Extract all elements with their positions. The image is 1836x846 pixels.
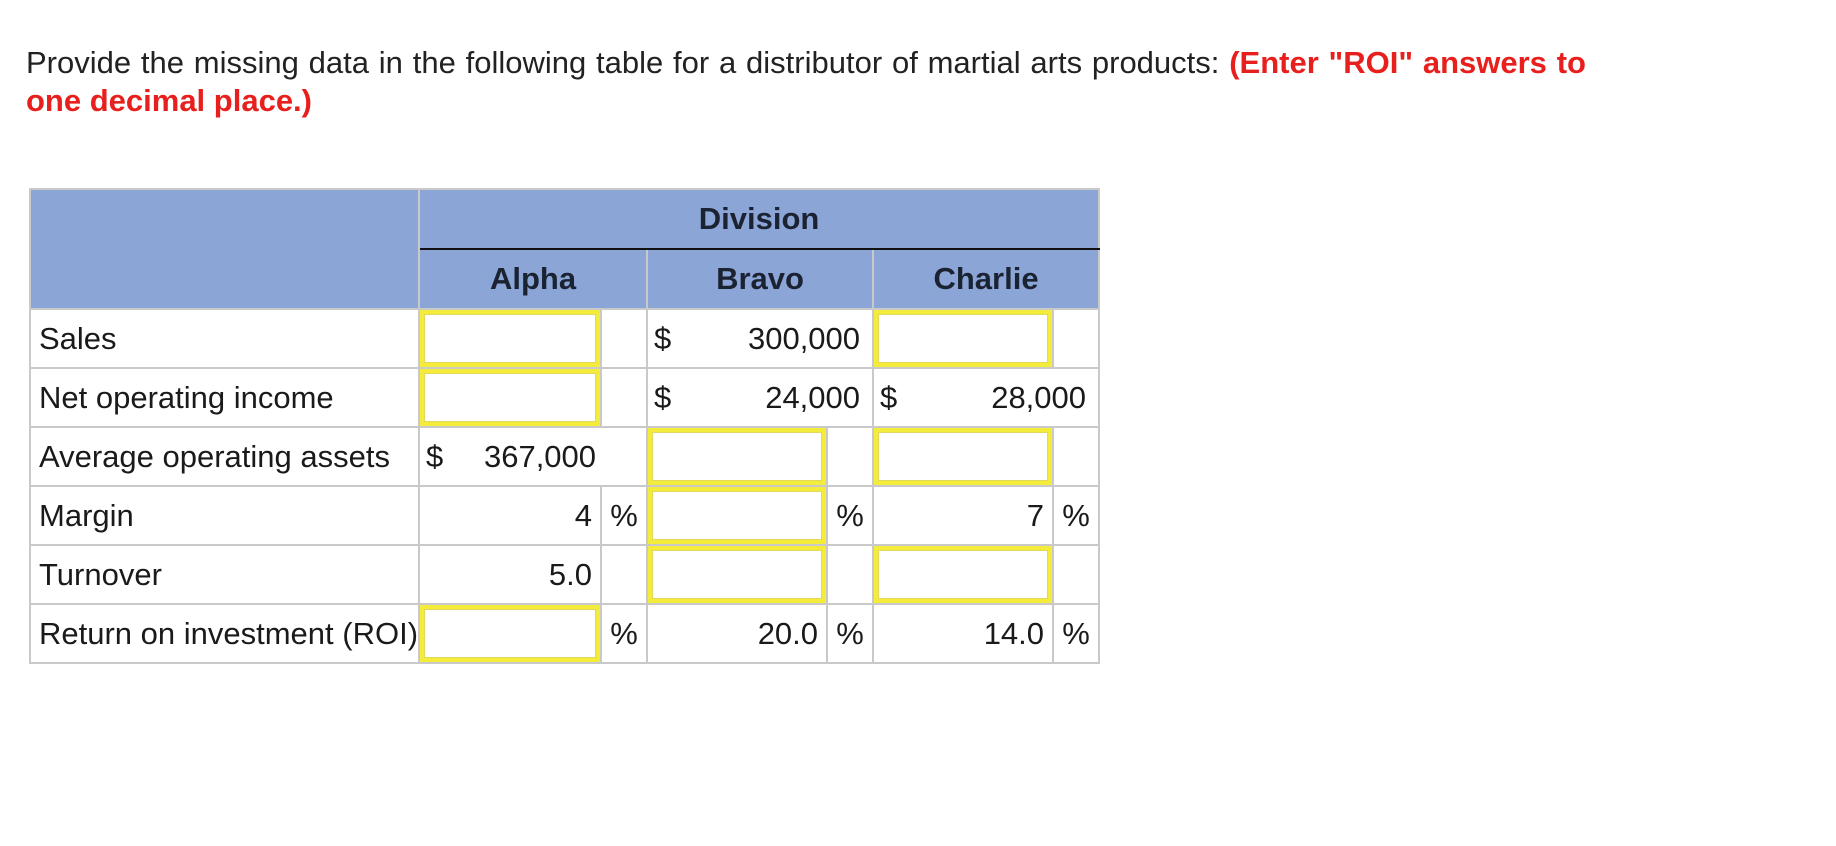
header-corner <box>30 189 419 309</box>
alpha-turnover-value: 5.0 <box>419 545 601 604</box>
bravo-noi-value: 24,000 <box>765 379 861 415</box>
bravo-margin-input[interactable] <box>648 487 826 544</box>
alpha-turnover-unit <box>601 545 647 604</box>
alpha-sales-cell <box>419 309 601 368</box>
bravo-margin-unit: % <box>827 486 873 545</box>
alpha-noi-unit <box>601 368 647 427</box>
alpha-assets-value: 367,000 <box>483 438 597 474</box>
row-net-operating-income <box>30 368 1099 427</box>
bravo-turnover-unit <box>827 545 873 604</box>
header-row-division <box>30 189 1099 249</box>
charlie-noi-value: 28,000 <box>991 379 1087 415</box>
alpha-assets-currency: $ <box>426 438 444 474</box>
row-average-operating-assets <box>30 427 1099 486</box>
row-label-net-operating-income: Net operating income <box>30 368 419 427</box>
charlie-turnover-input[interactable] <box>874 546 1052 603</box>
bravo-assets-cell <box>647 427 827 486</box>
alpha-margin-value: 4 <box>419 486 601 545</box>
row-sales <box>30 309 1099 368</box>
charlie-noi-currency: $ <box>880 379 898 415</box>
alpha-margin-unit: % <box>601 486 647 545</box>
charlie-sales-cell <box>873 309 1053 368</box>
bravo-roi-unit: % <box>827 604 873 663</box>
charlie-roi-unit: % <box>1053 604 1099 663</box>
row-label-margin: Margin <box>30 486 419 545</box>
charlie-margin-value: 7 <box>873 486 1053 545</box>
row-roi <box>30 604 1099 663</box>
column-header-charlie: Charlie <box>873 249 1099 309</box>
bravo-assets-input[interactable] <box>648 428 826 485</box>
charlie-assets-cell <box>873 427 1053 486</box>
bravo-assets-unit <box>827 427 873 486</box>
row-label-average-operating-assets: Average operating assets <box>30 427 419 486</box>
alpha-roi-unit: % <box>601 604 647 663</box>
charlie-noi-cell <box>873 368 1099 427</box>
bravo-noi-currency: $ <box>654 379 672 415</box>
alpha-noi-input[interactable] <box>420 369 600 426</box>
bravo-margin-cell <box>647 486 827 545</box>
row-label-roi: Return on investment (ROI) <box>30 604 419 663</box>
column-header-alpha: Alpha <box>419 249 647 309</box>
bravo-noi-cell <box>647 368 873 427</box>
roi-table <box>29 188 1100 664</box>
bravo-sales-cell <box>647 309 873 368</box>
charlie-sales-input[interactable] <box>874 310 1052 367</box>
alpha-roi-input[interactable] <box>420 605 600 662</box>
alpha-sales-input[interactable] <box>420 310 600 367</box>
instructions-note: (Enter "ROI" answers to one decimal place.) <box>26 45 1586 118</box>
bravo-roi-value: 20.0 <box>647 604 827 663</box>
bravo-sales-value: 300,000 <box>747 320 861 356</box>
charlie-turnover-unit <box>1053 545 1099 604</box>
alpha-assets-cell <box>419 427 647 486</box>
charlie-turnover-cell <box>873 545 1053 604</box>
row-label-sales: Sales <box>30 309 419 368</box>
bravo-sales-currency: $ <box>654 320 672 356</box>
row-label-turnover: Turnover <box>30 545 419 604</box>
alpha-roi-cell <box>419 604 601 663</box>
instructions <box>26 44 1586 120</box>
column-header-bravo: Bravo <box>647 249 873 309</box>
charlie-sales-unit <box>1053 309 1099 368</box>
alpha-noi-cell <box>419 368 601 427</box>
row-margin <box>30 486 1099 545</box>
row-turnover <box>30 545 1099 604</box>
division-header: Division <box>419 189 1099 249</box>
charlie-assets-input[interactable] <box>874 428 1052 485</box>
bravo-turnover-input[interactable] <box>648 546 826 603</box>
charlie-roi-value: 14.0 <box>873 604 1053 663</box>
charlie-assets-unit <box>1053 427 1099 486</box>
instructions-text: Provide the missing data in the following table for a distributor of martial arts products: <box>26 45 1220 80</box>
charlie-margin-unit: % <box>1053 486 1099 545</box>
bravo-turnover-cell <box>647 545 827 604</box>
alpha-sales-unit <box>601 309 647 368</box>
